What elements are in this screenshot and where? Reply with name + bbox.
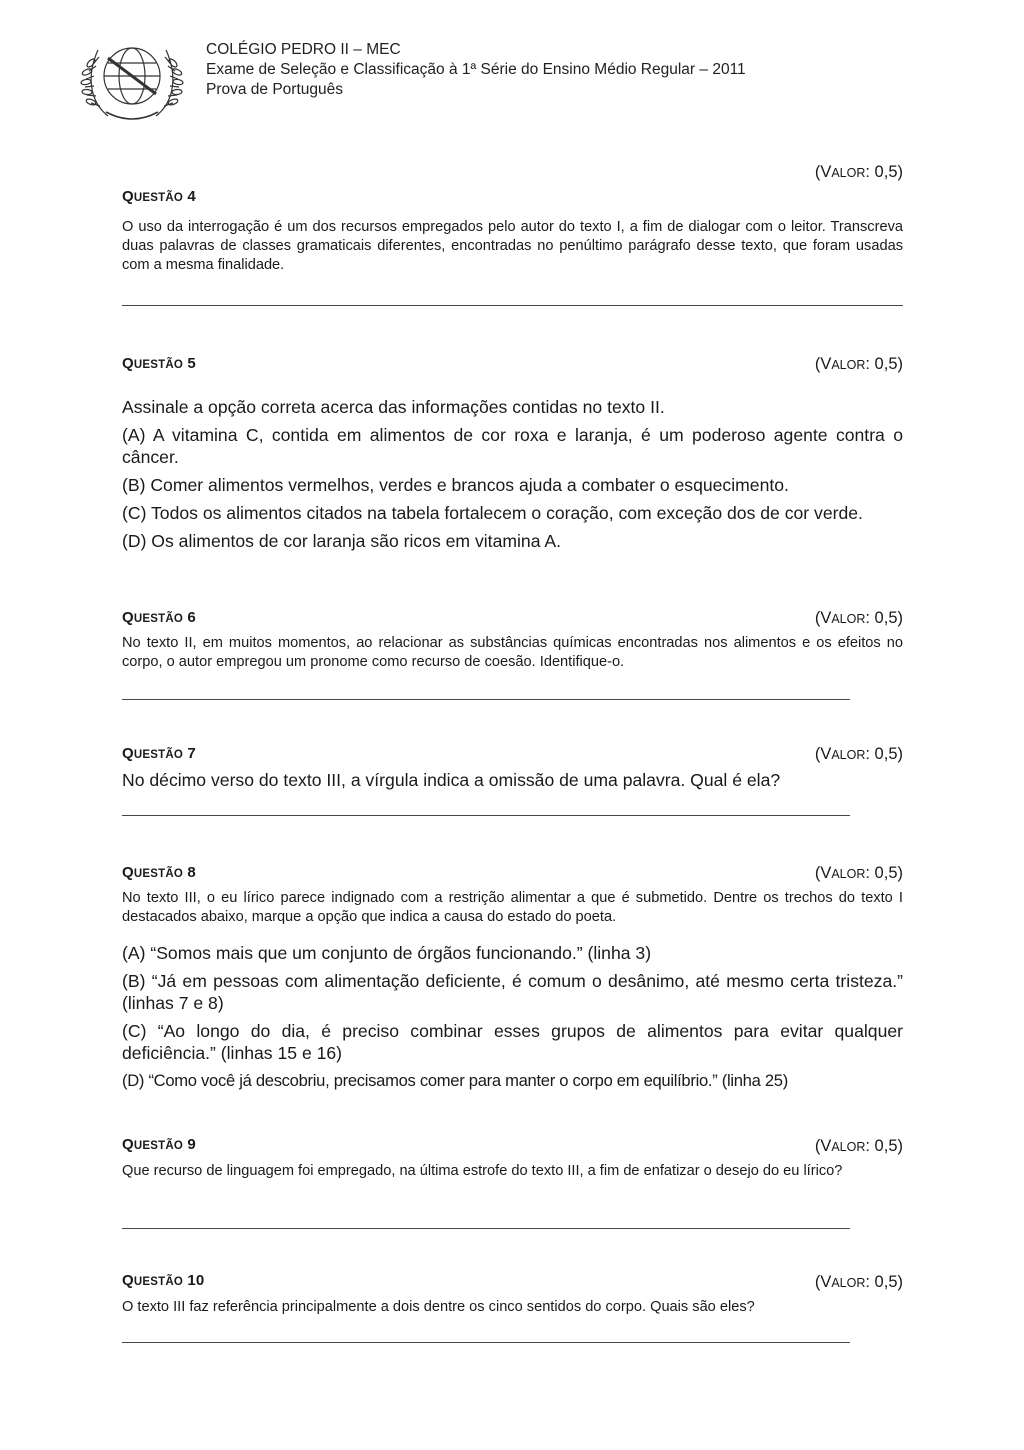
answer-line[interactable] [122, 1342, 850, 1343]
question-title: QUESTÃO 5 [122, 355, 196, 372]
question-title: QUESTÃO 6 [122, 609, 196, 626]
answer-line[interactable] [122, 1228, 850, 1229]
exam-subject: Prova de Português [206, 81, 344, 98]
option-b[interactable]: (B) “Já em pessoas com alimentação deficiente, é comum o desânimo, até mesmo certa tristeza.” (linhas 7 e 8) [122, 971, 903, 1013]
question-title: QUESTÃO 8 [122, 864, 196, 881]
answer-line[interactable] [122, 815, 850, 816]
question-value: (VALOR: 0,5) [814, 609, 903, 627]
colegio-pedro-ii-seal-icon [78, 36, 186, 124]
option-a[interactable]: (A) A vitamina C, contida em alimentos de cor roxa e laranja, é um poderoso agente contra o câncer. [122, 425, 903, 467]
option-d[interactable]: (D) “Como você já descobriu, precisamos comer para manter o corpo em equilíbrio.” (linha 25) [122, 1071, 788, 1090]
question-header [122, 864, 903, 886]
question-text: O texto III faz referência principalmente a dois dentre os cinco sentidos do corpo. Quais são eles? [122, 1299, 755, 1315]
question-value: (VALOR: 0,5) [814, 1137, 903, 1155]
question-header [122, 609, 903, 631]
question-6 [122, 609, 903, 700]
option-c[interactable]: (C) Todos os alimentos citados na tabela fortalecem o coração, com exceção dos de cor verde. [122, 503, 863, 523]
option-c[interactable]: (C) “Ao longo do dia, é preciso combinar esses grupos de alimentos para evitar qualquer deficiência.” (linhas 15 e 16) [122, 1021, 903, 1063]
question-7 [122, 745, 903, 816]
question-value: (VALOR: 0,5) [814, 864, 903, 882]
question-text: Que recurso de linguagem foi empregado, na última estrofe do texto III, a fim de enfatizar o desejo do eu lírico? [122, 1163, 843, 1179]
question-title: QUESTÃO 4 [122, 188, 196, 205]
question-8 [122, 864, 903, 1092]
question-value: (VALOR: 0,5) [814, 1273, 903, 1291]
question-header [122, 355, 903, 377]
answer-line[interactable] [122, 699, 850, 700]
school-name: COLÉGIO PEDRO II – MEC [206, 41, 401, 58]
question-text: No texto II, em muitos momentos, ao relacionar as substâncias químicas encontradas nos alimentos e os efeitos no corpo, o autor empregou um pronome como recurso de coesão. Identifique-o. [122, 635, 903, 670]
option-a[interactable]: (A) “Somos mais que um conjunto de órgãos funcionando.” (linha 3) [122, 943, 652, 963]
question-text: O uso da interrogação é um dos recursos empregados pelo autor do texto I, a fim de dialogar com o leitor. Transcreva duas palavras de classes gramaticais diferentes, encontradas no penúltimo parágrafo desse texto, que foram usadas com a mesma finalidade. [122, 219, 903, 273]
answer-line[interactable] [122, 305, 903, 306]
question-text: Assinale a opção correta acerca das informações contidas no texto II. [122, 397, 665, 417]
question-value: (VALOR: 0,5) [814, 355, 903, 373]
question-value: (VALOR: 0,5) [814, 745, 903, 763]
option-d[interactable]: (D) Os alimentos de cor laranja são ricos em vitamina A. [122, 531, 562, 551]
question-title: QUESTÃO 7 [122, 745, 196, 762]
exam-title: Exame de Seleção e Classificação à 1ª Série do Ensino Médio Regular – 2011 [206, 61, 746, 78]
question-value: (VALOR: 0,5) [814, 163, 903, 181]
question-text: No décimo verso do texto III, a vírgula indica a omissão de uma palavra. Qual é ela? [122, 770, 781, 790]
document-header [78, 36, 938, 126]
question-title: QUESTÃO 10 [122, 1272, 205, 1289]
question-text: No texto III, o eu lírico parece indignado com a restrição alimentar a que é submetido. Dentre os trechos do texto I destacados abaixo, marque a opção que indica a causa do estado do poeta. [122, 890, 903, 925]
question-header [122, 745, 903, 767]
question-5 [122, 355, 903, 552]
question-title: QUESTÃO 9 [122, 1136, 196, 1153]
option-b[interactable]: (B) Comer alimentos vermelhos, verdes e brancos ajuda a combater o esquecimento. [122, 475, 789, 495]
header-text [206, 40, 746, 100]
